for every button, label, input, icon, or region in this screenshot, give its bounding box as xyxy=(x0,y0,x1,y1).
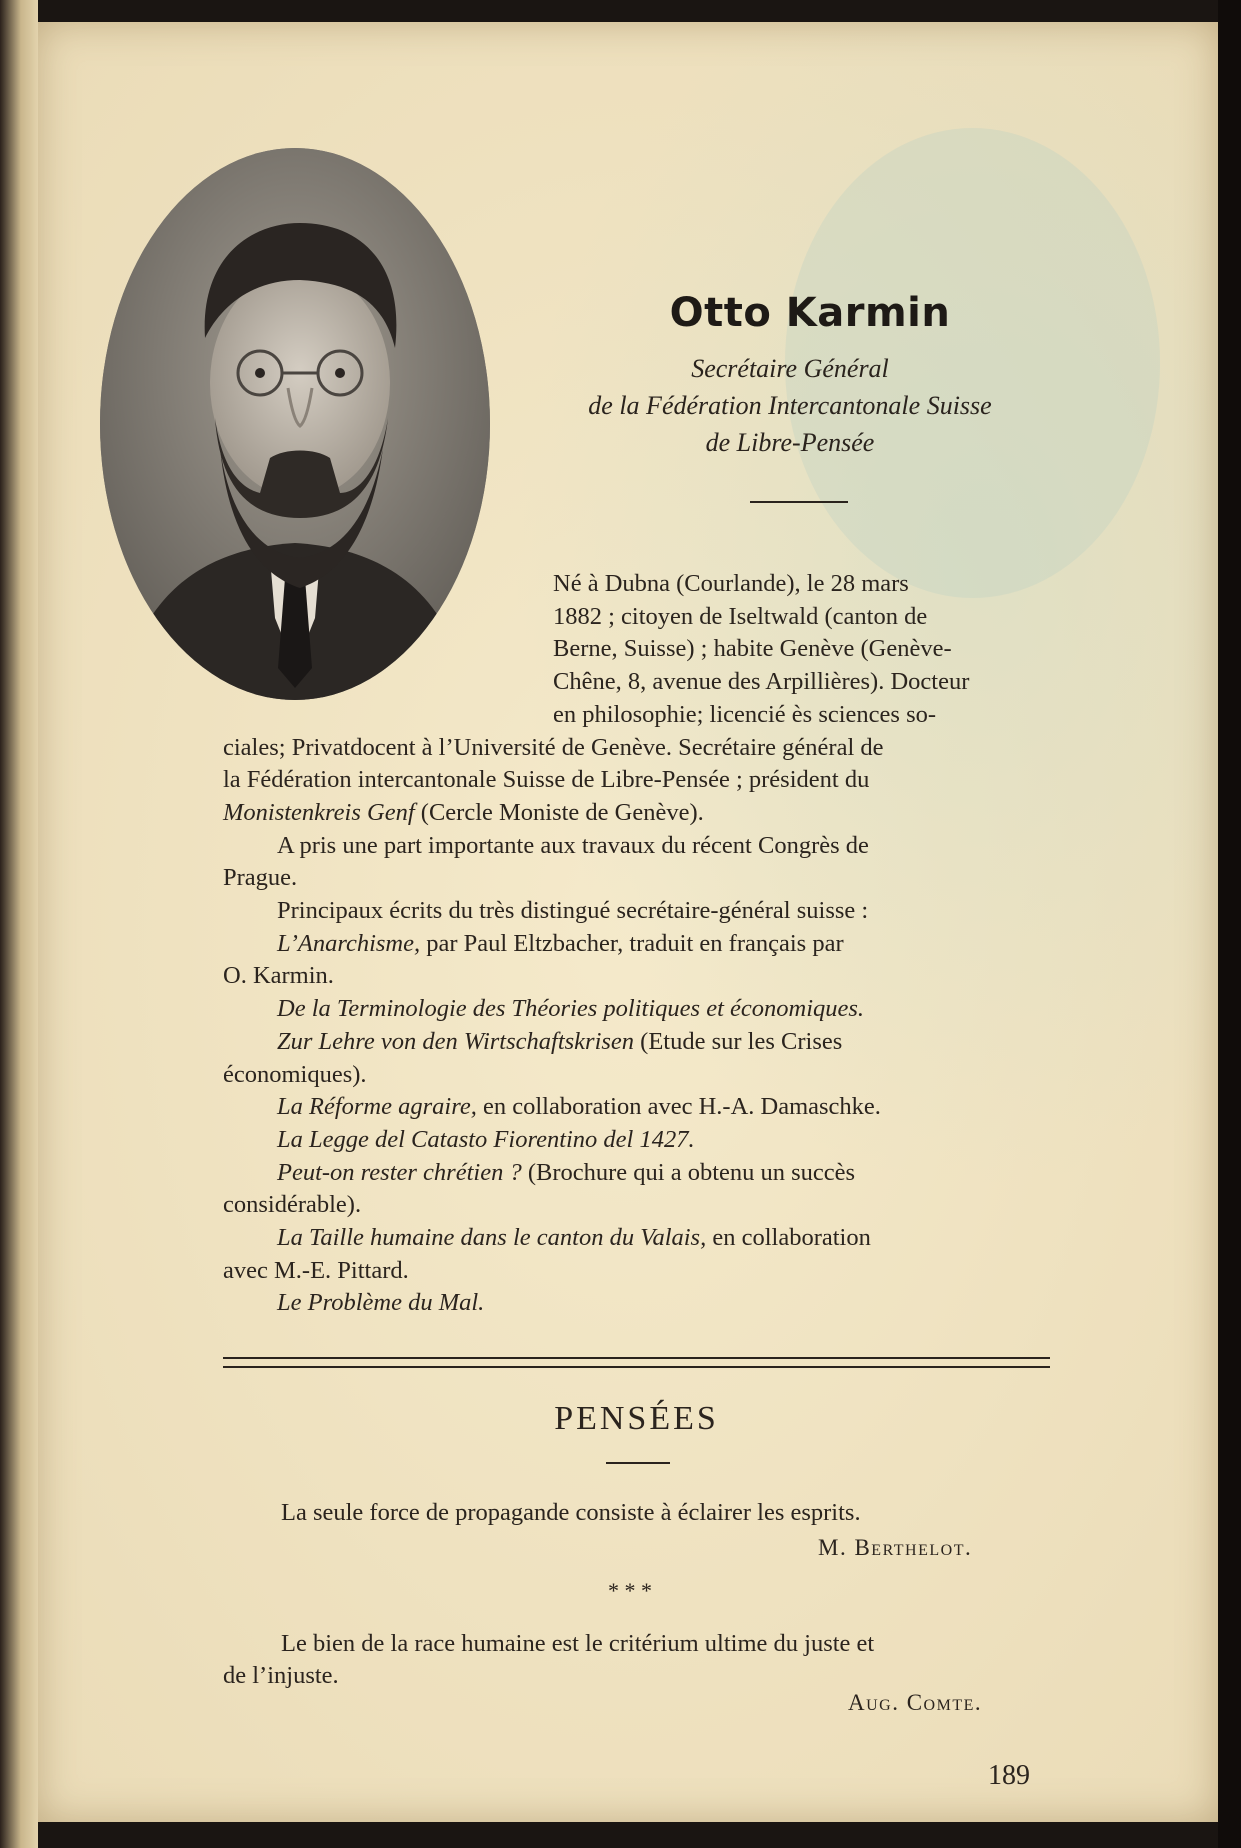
title-rule xyxy=(606,1462,670,1464)
bio-italic: Monistenkreis Genf xyxy=(223,798,415,826)
work-title: Le Problème du Mal. xyxy=(277,1289,485,1317)
bio-line: (Cercle Moniste de Genève). xyxy=(414,798,704,826)
person-title xyxy=(520,350,1060,461)
page-edge xyxy=(1218,0,1241,1848)
subtitle-line: de Libre-Pensée xyxy=(705,428,875,457)
bio-line: O. Karmin. xyxy=(223,962,334,990)
subtitle-line: Secrétaire Général xyxy=(691,354,889,383)
quote-text: La seule force de propagande consiste à éclairer les esprits. xyxy=(281,1499,861,1526)
person-name: Otto Karmin xyxy=(669,290,951,336)
quote-author: M. Berthelot. xyxy=(818,1535,973,1560)
bio-line: (Brochure qui a obtenu un succès xyxy=(521,1158,856,1186)
bio-line: la Fédération intercantonale Suisse de Libre-Pensée ; président du xyxy=(223,766,870,794)
quote-1 xyxy=(223,1497,1050,1529)
bio-line: par Paul Eltzbacher, traduit en français par xyxy=(420,929,844,957)
bio-line: Chêne, 8, avenue des Arpillières). Docteur xyxy=(553,668,970,696)
work-title: L’Anarchisme, xyxy=(277,929,421,957)
work-title: La Legge del Catasto Fiorentino del 1427. xyxy=(277,1125,695,1153)
bio-line: (Etude sur les Crises xyxy=(634,1027,843,1055)
bio-line: en philosophie; licencié ès sciences so- xyxy=(553,700,937,728)
subtitle-line: de la Fédération Intercantonale Suisse xyxy=(588,391,992,420)
bio-line: Principaux écrits du très distingué secrétaire-général suisse : xyxy=(277,897,869,925)
work-title: La Taille humaine dans le canton du Valais, xyxy=(277,1224,707,1252)
bio-line: 1882 ; citoyen de Iseltwald (canton de xyxy=(553,602,928,630)
profile-header xyxy=(520,290,1060,461)
bio-line: en collaboration xyxy=(706,1224,871,1252)
asterism: * * * xyxy=(608,1578,652,1603)
quote-text: Le bien de la race humaine est le critérium ultime du juste et xyxy=(281,1630,875,1657)
work-title: La Réforme agraire, xyxy=(277,1093,477,1121)
page-number: 189 xyxy=(988,1760,1030,1791)
bio-line: Berne, Suisse) ; habite Genève (Genève- xyxy=(553,635,952,663)
work-title: De la Terminologie des Théories politiques et économiques. xyxy=(277,995,865,1023)
quote-2 xyxy=(223,1628,1050,1692)
bio-line: économiques). xyxy=(223,1060,367,1088)
work-title: Peut-on rester chrétien ? xyxy=(277,1158,522,1186)
bio-line: en collaboration avec H.-A. Damaschke. xyxy=(476,1093,881,1121)
biography xyxy=(223,568,1050,1320)
bio-line: Prague. xyxy=(223,864,298,892)
bio-line: avec M.-E. Pittard. xyxy=(223,1256,409,1284)
bio-line: A pris une part importante aux travaux du récent Congrès de xyxy=(277,831,869,859)
section-title: PENSÉES xyxy=(554,1400,719,1437)
bio-line: considérable). xyxy=(223,1191,362,1219)
quote-author: Aug. Comte. xyxy=(848,1690,983,1715)
bio-line: Né à Dubna (Courlande), le 28 mars xyxy=(553,570,909,597)
title-rule xyxy=(750,501,848,503)
section-divider xyxy=(223,1357,1050,1368)
work-title: Zur Lehre von den Wirtschaftskrisen xyxy=(277,1027,635,1055)
book-spine xyxy=(0,0,38,1848)
bio-line: ciales; Privatdocent à l’Université de Genève. Secrétaire général de xyxy=(223,733,884,761)
quote-text: de l’injuste. xyxy=(223,1662,339,1689)
